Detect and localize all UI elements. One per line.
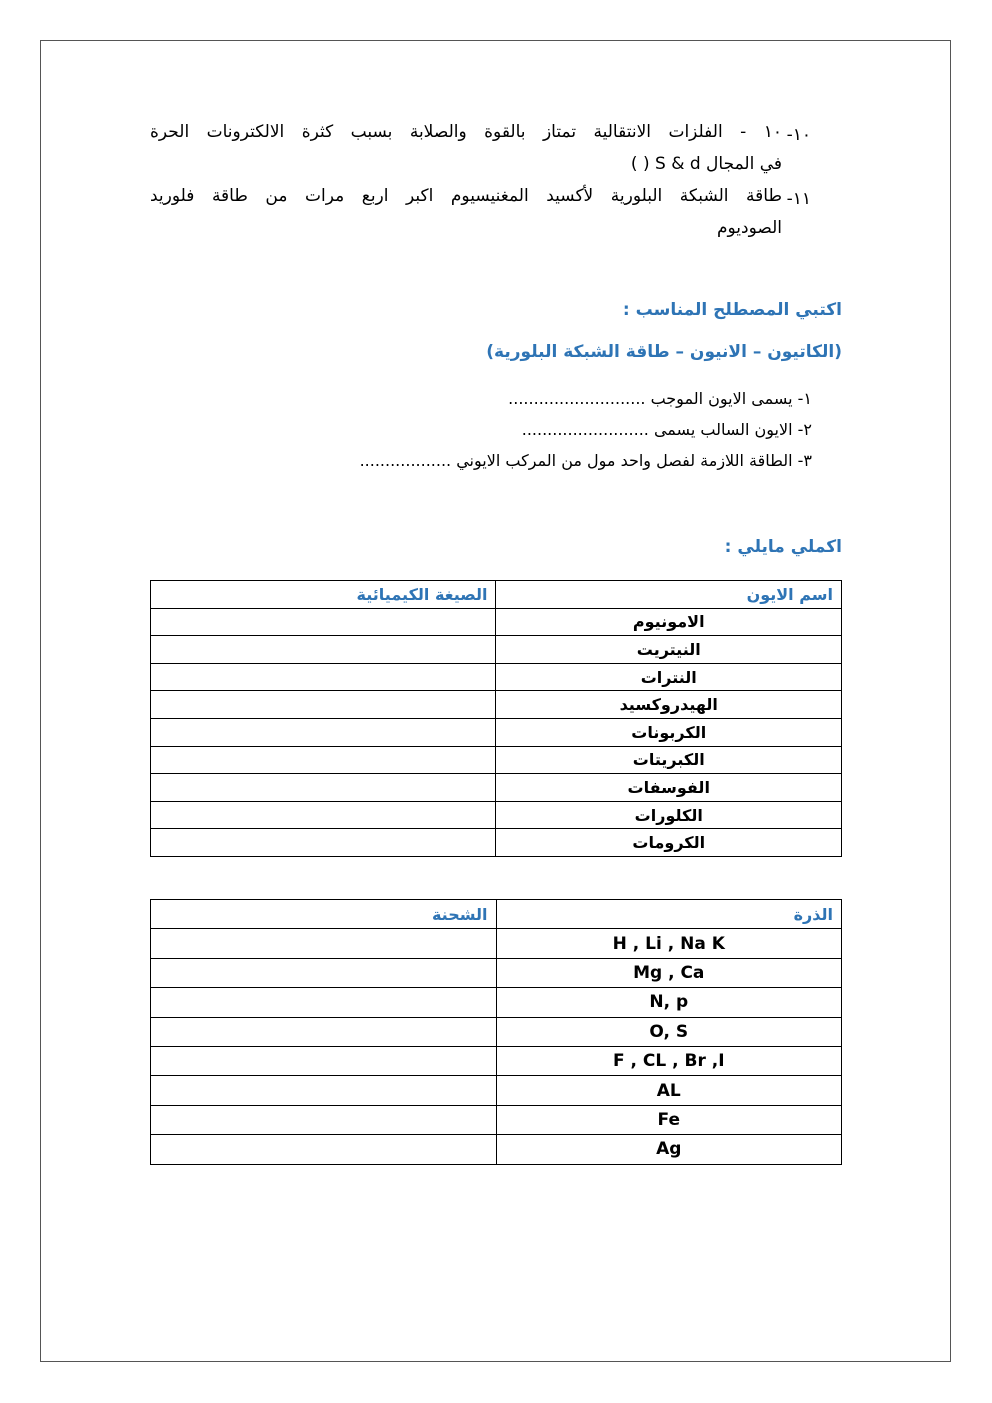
ion-name-cell: الهيدروكسيد [496,691,842,719]
table-row [151,958,842,987]
ion-name-cell: النيتريت [496,636,842,664]
table-row [151,1135,842,1164]
atom-cell: AL [496,1076,841,1105]
ion-name-cell: الفوسفات [496,774,842,802]
column-header-charge: الشحنة [151,900,497,929]
question-text-line1: طاقة الشبكة البلورية لأكسيد المغنيسيوم اكبر اربع مرات من طاقة فلوريد [150,186,782,206]
question-text-line2: في المجال S & d ( ) [630,154,782,174]
charge-answer-cell [151,1046,497,1075]
table-row [151,929,842,958]
table-row [151,829,842,857]
charge-answer-cell [151,1105,497,1134]
question-text-line2: الصوديوم [716,218,782,238]
atom-cell: Ag [496,1135,841,1164]
table-row [151,636,842,664]
formula-answer-cell [151,746,496,774]
ion-name-cell: النترات [496,663,842,691]
formula-answer-cell [151,774,496,802]
ion-name-cell: الامونيوم [496,608,842,636]
atom-cell: Fe [496,1105,841,1134]
question-number: ١٠- [786,125,811,145]
formula-answer-cell [151,691,496,719]
terms-list [360,383,812,476]
list-item: ٣- الطاقة اللازمة لفصل واحد مول من المركب الايوني .................. [359,451,812,470]
ion-name-cell: الكرومات [496,829,842,857]
formula-answer-cell [151,801,496,829]
list-item: ١- يسمى الايون الموجب ........................... [508,389,812,408]
table-header-row [151,581,842,609]
table-row [151,774,842,802]
charge-answer-cell [151,988,497,1017]
formula-answer-cell [151,636,496,664]
table-row [151,1017,842,1046]
table-row [151,691,842,719]
charge-answer-cell [151,929,497,958]
column-header-atom: الذرة [496,900,841,929]
ion-name-cell: الكربونات [496,718,842,746]
column-header-formula: الصيغة الكيميائية [151,581,496,609]
terms-heading: اكتبي المصطلح المناسب : [622,300,842,320]
formula-answer-cell [151,663,496,691]
table-row [151,1105,842,1134]
list-item: ٢- الايون السالب يسمى ......................... [521,420,812,439]
formula-answer-cell [151,829,496,857]
atom-cell: Mg , Ca [496,958,841,987]
table-row [151,718,842,746]
atom-cell: F , CL , Br ,I [496,1046,841,1075]
table-row [151,1046,842,1075]
terms-choices: (الكاتيون – الانيون – طاقة الشبكة البلورية) [486,342,842,362]
atom-cell: O, S [496,1017,841,1046]
complete-heading: اكملي مايلي : [724,537,842,557]
atoms-table [150,899,842,1165]
formula-answer-cell [151,718,496,746]
ions-table [150,580,842,857]
charge-answer-cell [151,1017,497,1046]
charge-answer-cell [151,958,497,987]
question-number: ١١- [786,189,811,209]
table-row [151,801,842,829]
ion-name-cell: الكبريتات [496,746,842,774]
atom-cell: N, p [496,988,841,1017]
table-row [151,746,842,774]
ion-name-cell: الكلورات [496,801,842,829]
table-row [151,1076,842,1105]
column-header-ion-name: اسم الايون [496,581,842,609]
charge-answer-cell [151,1135,497,1164]
formula-answer-cell [151,608,496,636]
table-row [151,608,842,636]
question-text-line1: ١٠ - الفلزات الانتقالية تمتاز بالقوة والصلابة بسبب كثرة الالكترونات الحرة [150,122,782,142]
table-row [151,663,842,691]
charge-answer-cell [151,1076,497,1105]
table-row [151,988,842,1017]
atom-cell: H , Li , Na K [496,929,841,958]
table-header-row [151,900,842,929]
